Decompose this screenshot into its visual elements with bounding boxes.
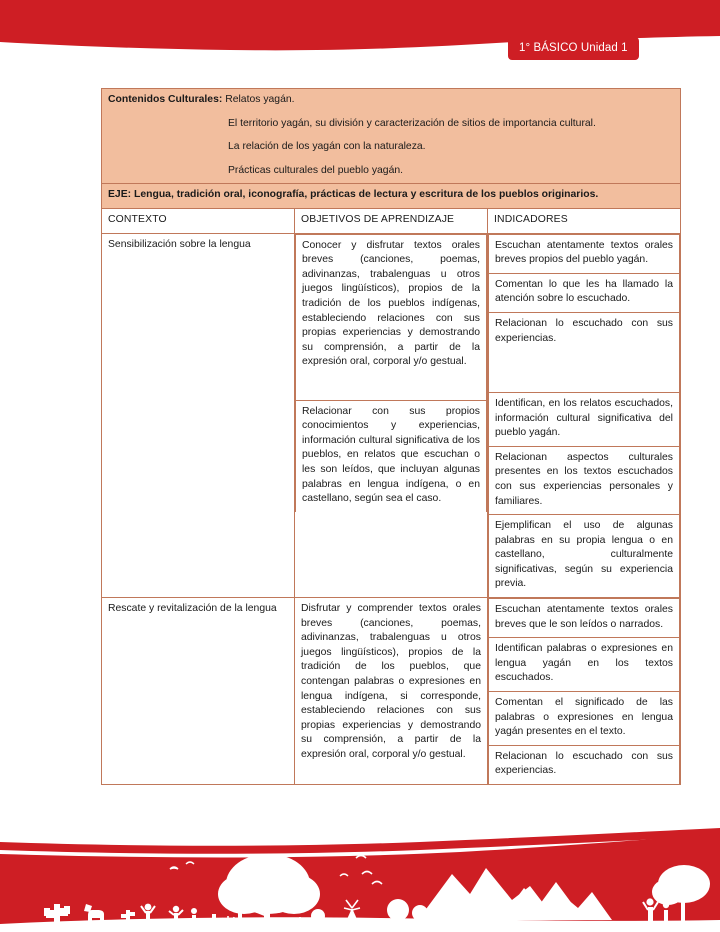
page-footer — [0, 812, 720, 932]
page-header — [0, 0, 720, 78]
context-cell: Rescate y revitalización de la lengua — [102, 598, 295, 785]
cultural-contents-label: Contenidos Culturales: — [108, 94, 223, 105]
indicator-item — [489, 392, 680, 446]
cultural-contents-line-3: La relación de los yagán con la naturaleza. — [228, 141, 426, 153]
indicator-text: Relacionan aspectos culturales presentes en los textos escuchados con sus experiencias personales y familiares. — [489, 446, 680, 514]
cultural-contents-line-4: Prácticas culturales del pueblo yagán. — [228, 164, 404, 176]
indicators-cell — [488, 598, 681, 785]
indicator-item — [489, 745, 680, 784]
indicator-item — [489, 599, 680, 638]
cultural-contents-cell — [102, 89, 681, 184]
cultural-contents-row — [102, 89, 681, 184]
column-header-indicadores: INDICADORES — [488, 208, 681, 233]
indicator-text: Ejemplifican el uso de algunas palabras en su propia lengua o en castellano, culturalmente significativas, según su experiencia previa. — [489, 515, 680, 597]
axis-label: EJE: — [108, 189, 132, 201]
footer-landscape-graphic — [0, 812, 720, 932]
cultural-contents-first-line — [108, 93, 674, 108]
curriculum-table — [101, 88, 681, 785]
indicator-text: Identifican, en los relatos escuchados, información cultural significativa del pueblo yagán. — [489, 392, 680, 446]
indicator-text: Comentan el significado de las palabras o expresiones en lengua yagán presentes en el texto. — [489, 692, 680, 746]
indicator-text: Identifican palabras o expresiones en lengua yagán en los textos escuchados. — [489, 638, 680, 692]
table-row — [102, 598, 681, 785]
indicator-item — [489, 234, 680, 273]
indicator-item — [489, 312, 680, 392]
indicator-text: Escuchan atentamente textos orales breves que le son leídos o narrados. — [489, 599, 680, 638]
indicator-text: Relacionan lo escuchado con sus experiencias. — [489, 745, 680, 784]
column-header-objetivos: OBJETIVOS DE APRENDIZAJE — [295, 208, 488, 233]
indicator-text: Comentan lo que les ha llamado la atención sobre lo escuchado. — [489, 273, 680, 312]
indicator-item — [489, 273, 680, 312]
objective-text: Relacionar con sus propios conocimientos y experiencias, información cultural significativa de los pueblos, en relatos que escuchan o les son leídos, que incluyan algunas palabras en lengua indígena, o en castellano, según sea el caso. — [296, 400, 487, 512]
indicators-list — [488, 234, 680, 598]
context-cell: Sensibilización sobre la lengua — [102, 233, 295, 598]
cultural-contents-value: Relatos yagán. — [225, 94, 295, 105]
indicator-text: Relacionan lo escuchado con sus experiencias. — [489, 312, 680, 392]
indicator-item — [489, 692, 680, 746]
objective-block — [296, 234, 487, 400]
column-header-contexto: CONTEXTO — [102, 208, 295, 233]
axis-row — [102, 184, 681, 209]
indicators-cell — [488, 233, 681, 598]
curriculum-table-container — [101, 88, 681, 785]
cultural-contents-line-2: El territorio yagán, su división y caracterización de sitios de importancia cultural. — [228, 117, 596, 129]
indicator-item — [489, 638, 680, 692]
objective-block — [296, 400, 487, 512]
axis-value: Lengua, tradición oral, iconografía, prácticas de lectura y escritura de los pueblos originarios. — [134, 189, 599, 201]
indicators-list — [488, 598, 680, 784]
indicator-item — [489, 446, 680, 514]
axis-cell — [102, 184, 681, 209]
table-row — [102, 233, 681, 598]
unit-badge: 1° BÁSICO Unidad 1 — [508, 37, 639, 60]
column-header-row — [102, 208, 681, 233]
objectives-cell — [295, 233, 488, 598]
objective-text: Disfrutar y comprender textos orales breves (canciones, poemas, adivinanzas, trabalenguas u otros juegos lingüísticos), propios de la tradición de los pueblos, que contengan palabras o expresiones en lengua indígena, si corresponde, estableciendo relaciones con sus propias experiencias y demostrando su comprensión, a partir de la expresión oral, corporal y/o gestual. — [295, 598, 488, 785]
objectives-list — [295, 234, 487, 512]
indicator-item — [489, 515, 680, 597]
indicator-text: Escuchan atentamente textos orales breves propios del pueblo yagán. — [489, 234, 680, 273]
objective-text: Conocer y disfrutar textos orales breves (canciones, poemas, adivinanzas, trabalenguas u otros juegos lingüísticos), propios de la tradición de los pueblos indígenas, estableciendo relaciones con sus propias experiencias y demostrando su comprensión, a partir de la expresión oral, corporal y/o gestual. — [296, 234, 487, 400]
